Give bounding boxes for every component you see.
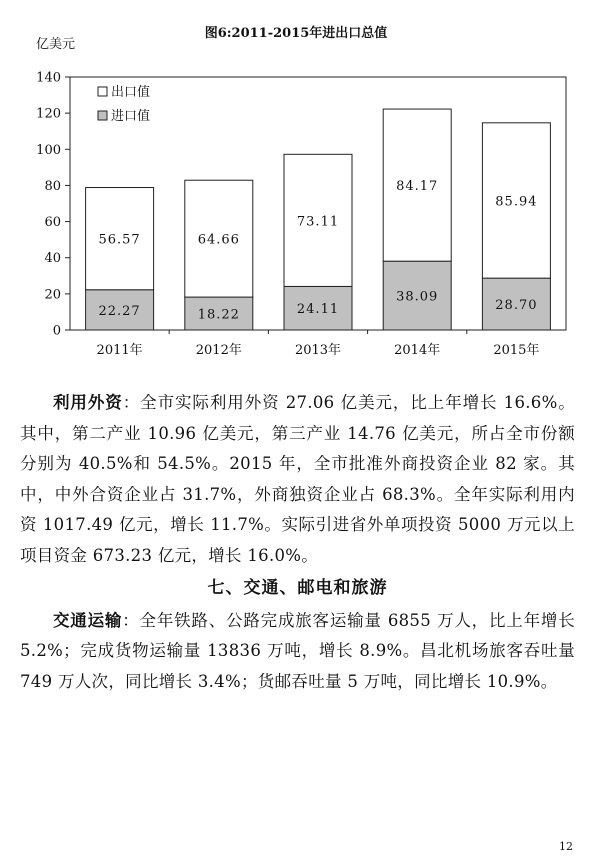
paragraph-lead-foreign-investment: 利用外资	[53, 393, 123, 412]
data-label-import: 38.09	[396, 289, 439, 305]
legend-label-export: 出口值	[111, 85, 151, 100]
y-tick-label: 80	[44, 178, 61, 194]
legend-swatch-import	[98, 111, 107, 120]
data-label-export: 84.17	[396, 179, 439, 195]
section-heading: 七、交通、邮电和旅游	[207, 578, 388, 598]
y-axis-label: 亿美元	[36, 37, 76, 52]
body-text	[20, 388, 575, 697]
legend-label-import: 进口值	[111, 109, 151, 124]
paragraph-lead-transport: 交通运输	[53, 610, 123, 630]
data-label-export: 64.66	[197, 232, 240, 248]
paragraph-body-transport: ：全年铁路、公路完成旅客运输量 6855 万人，比上年增长 5.2%；完成货物运输量 13836 万吨，增长 8.9%。昌北机场旅客吞吐量 749 万人次，同比增长 3.4%；货邮吞吐量 5 万吨，同比增长 10.9%。	[20, 610, 575, 691]
x-tick-label: 2015年	[493, 343, 540, 358]
y-tick-label: 20	[44, 287, 61, 303]
x-tick-label: 2012年	[195, 343, 242, 358]
trade-chart	[0, 0, 591, 380]
y-tick-label: 140	[36, 70, 61, 86]
y-tick-label: 120	[36, 106, 61, 122]
y-tick-label: 40	[44, 251, 61, 267]
data-label-import: 18.22	[197, 307, 240, 323]
data-label-import: 22.27	[98, 303, 141, 319]
page-number: 12	[559, 840, 573, 853]
data-label-import: 28.70	[495, 298, 538, 314]
paragraph-foreign-investment	[20, 388, 575, 571]
data-label-export: 73.11	[296, 214, 340, 230]
paragraph-body-foreign-investment: ：全市实际利用外资 27.06 亿美元，比上年增长 16.6%。其中，第二产业 10.96 亿美元，第三产业 14.76 亿美元，所占全市份额分别为 40.5%和 54.5%。2015 年，全市批准外商投资企业 82 家。其中，中外合资企业占 31.7%，外商独资企业占 68.3%。全年实际利用内资 1017.49 亿元，增长 11.7%。实际引进省外单项投资 5000 万元以上项目资金 673.23 亿元，增长 16.0%。	[20, 393, 575, 565]
data-label-import: 24.11	[296, 302, 340, 318]
paragraph-transport	[20, 606, 575, 698]
data-label-export: 56.57	[98, 232, 141, 248]
chart-title: 图6:2011-2015年进出口总值	[204, 26, 388, 41]
y-tick-label: 60	[44, 215, 61, 231]
y-tick-label: 100	[36, 142, 61, 158]
legend-swatch-export	[98, 87, 107, 96]
x-tick-label: 2011年	[96, 343, 143, 358]
x-tick-label: 2014年	[394, 343, 441, 358]
x-tick-label: 2013年	[294, 343, 342, 358]
y-tick-label: 0	[52, 323, 61, 339]
data-label-export: 85.94	[495, 194, 538, 210]
trade-chart-svg	[0, 0, 591, 380]
